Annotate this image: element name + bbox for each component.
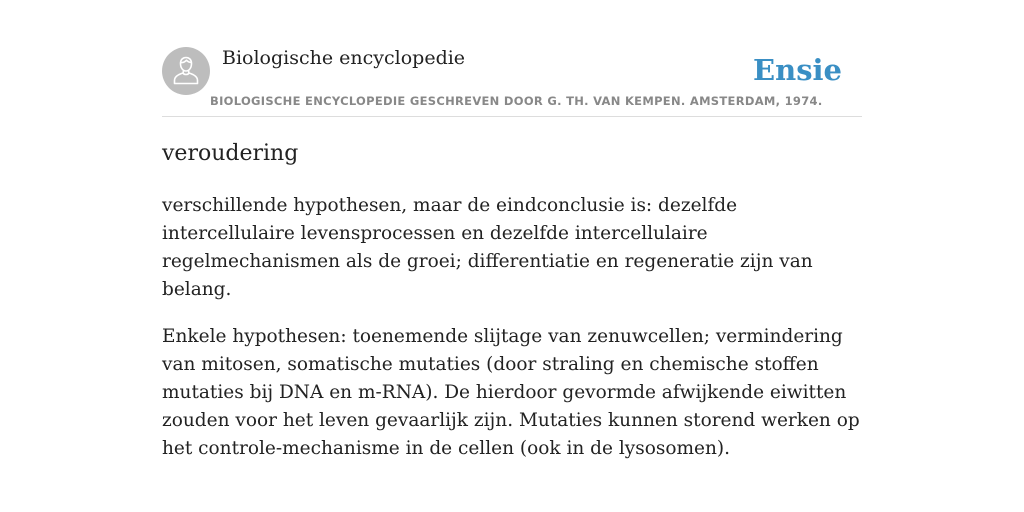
entry-title: veroudering	[162, 141, 299, 166]
source-subtitle: BIOLOGISCHE ENCYCLOPEDIE GESCHREVEN DOOR G. TH. VAN KEMPEN. AMSTERDAM, 1974.	[210, 94, 823, 108]
source-title[interactable]: Biologische encyclopedie	[222, 47, 466, 69]
entry-paragraph: Enkele hypothesen: toenemende slijtage van zenuwcellen; vermindering van mitosen, somatische mutaties (door straling en chemische stoffen mutaties bij DNA en m-RNA). De hierdoor gevormde afwijkende eiwitten zouden voor het leven gevaarlijk zijn. Mutaties kunnen storend werken op het controle-mechanisme in de cellen (ook in de lysosomen).	[162, 326, 860, 459]
entry-paragraph: verschillende hypothesen, maar de eindconclusie is: dezelfde intercellulaire levensprocessen en dezelfde intercellulaire regelmechanismen als de groei; differentiatie en regeneratie zijn van belang.	[162, 195, 813, 300]
source-header	[162, 46, 862, 117]
user-silhouette-icon	[162, 47, 210, 95]
source-avatar[interactable]	[162, 47, 210, 95]
ensie-logo[interactable]: Ensie	[753, 53, 842, 87]
entry-content	[162, 192, 862, 482]
